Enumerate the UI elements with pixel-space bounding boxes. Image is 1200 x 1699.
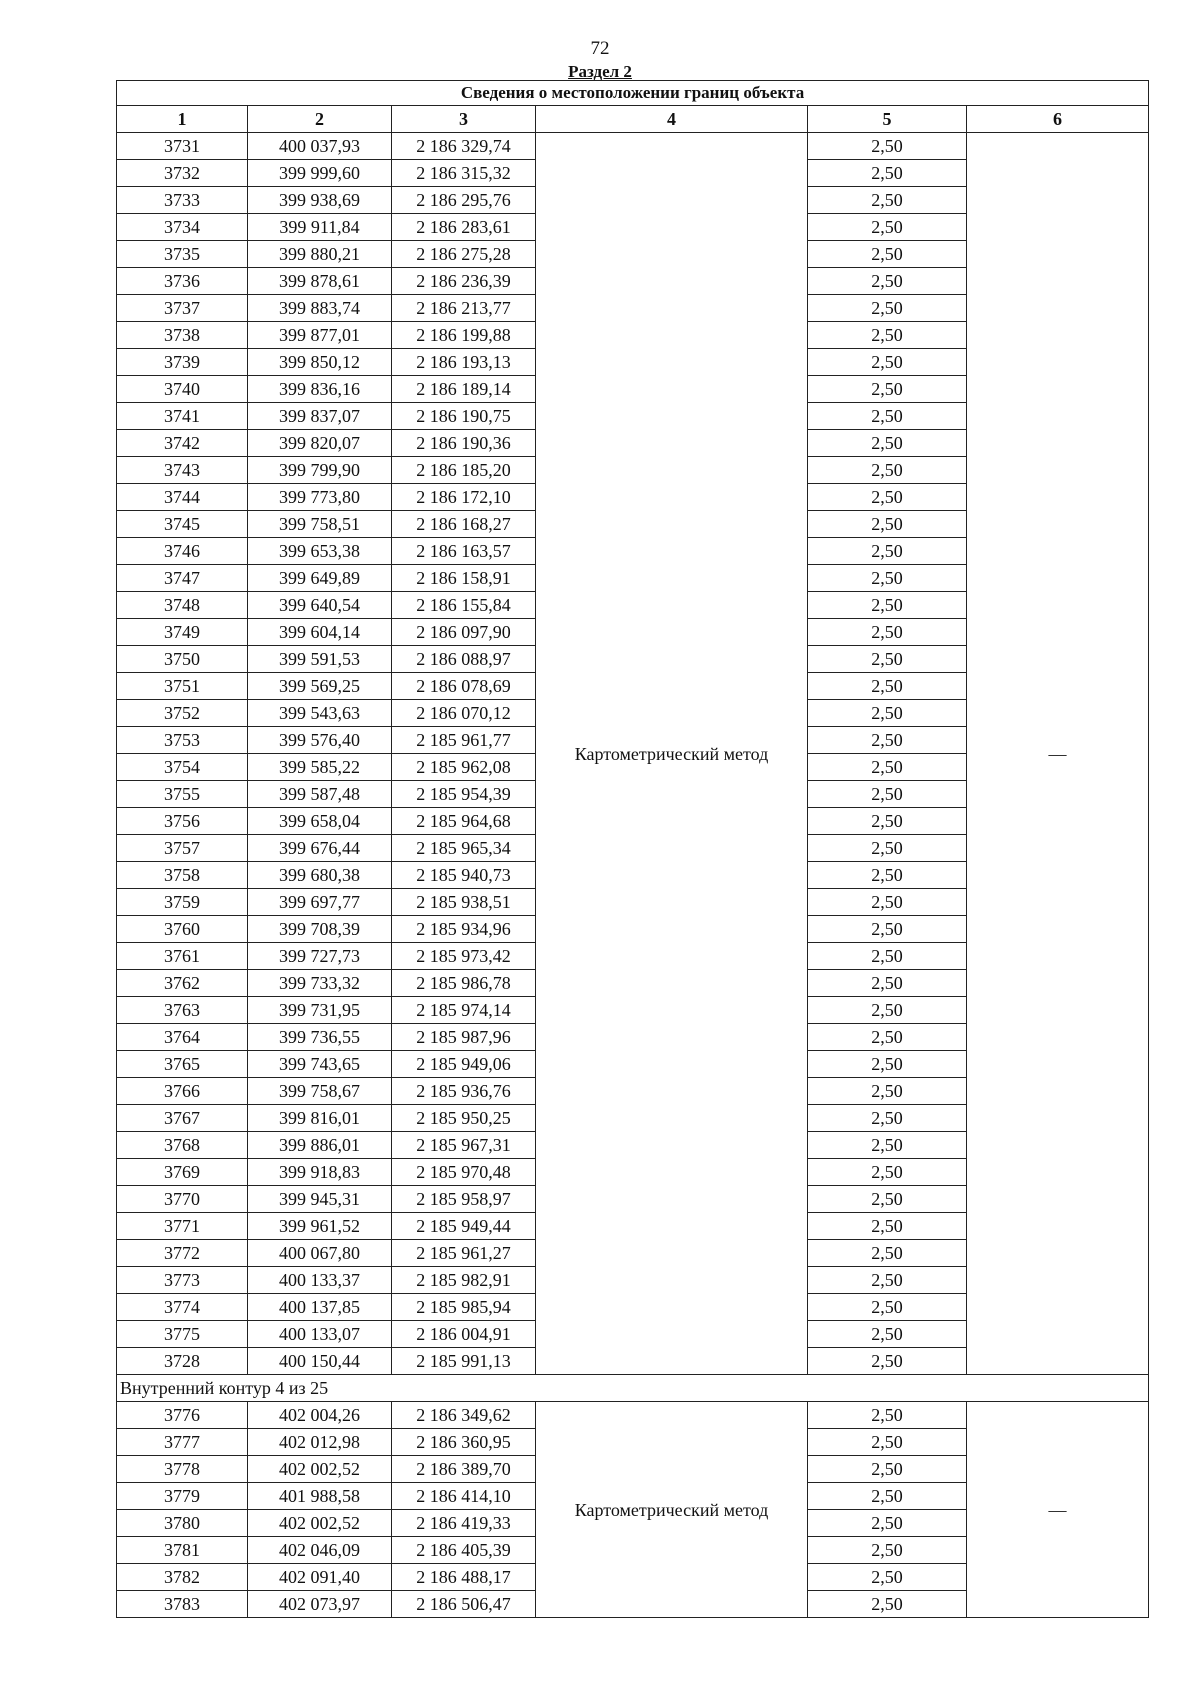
- coordinate-x-cell: 400 037,93: [248, 133, 392, 160]
- accuracy-cell: 2,50: [808, 997, 967, 1024]
- point-number-cell: 3744: [117, 484, 248, 511]
- point-number-cell: 3731: [117, 133, 248, 160]
- point-number-cell: 3769: [117, 1159, 248, 1186]
- note-cell: —: [967, 1402, 1149, 1618]
- coordinate-x-cell: 402 004,26: [248, 1402, 392, 1429]
- coordinate-y-cell: 2 186 199,88: [392, 322, 536, 349]
- accuracy-cell: 2,50: [808, 1240, 967, 1267]
- coordinate-y-cell: 2 185 962,08: [392, 754, 536, 781]
- point-number-cell: 3763: [117, 997, 248, 1024]
- accuracy-cell: 2,50: [808, 1510, 967, 1537]
- coordinate-x-cell: 399 799,90: [248, 457, 392, 484]
- coordinate-y-cell: 2 186 088,97: [392, 646, 536, 673]
- point-number-cell: 3776: [117, 1402, 248, 1429]
- accuracy-cell: 2,50: [808, 214, 967, 241]
- point-number-cell: 3745: [117, 511, 248, 538]
- accuracy-cell: 2,50: [808, 1429, 967, 1456]
- accuracy-cell: 2,50: [808, 889, 967, 916]
- coordinate-x-cell: 399 727,73: [248, 943, 392, 970]
- point-number-cell: 3738: [117, 322, 248, 349]
- accuracy-cell: 2,50: [808, 1402, 967, 1429]
- point-number-cell: 3739: [117, 349, 248, 376]
- coordinate-x-cell: 399 837,07: [248, 403, 392, 430]
- column-header: 6: [967, 106, 1149, 133]
- point-number-cell: 3733: [117, 187, 248, 214]
- accuracy-cell: 2,50: [808, 1159, 967, 1186]
- coordinate-x-cell: 399 653,38: [248, 538, 392, 565]
- point-number-cell: 3764: [117, 1024, 248, 1051]
- column-header: 4: [536, 106, 808, 133]
- point-number-cell: 3757: [117, 835, 248, 862]
- coordinate-y-cell: 2 185 965,34: [392, 835, 536, 862]
- point-number-cell: 3747: [117, 565, 248, 592]
- accuracy-cell: 2,50: [808, 1294, 967, 1321]
- point-number-cell: 3765: [117, 1051, 248, 1078]
- accuracy-cell: 2,50: [808, 943, 967, 970]
- point-number-cell: 3728: [117, 1348, 248, 1375]
- point-number-cell: 3753: [117, 727, 248, 754]
- point-number-cell: 3758: [117, 862, 248, 889]
- accuracy-cell: 2,50: [808, 1591, 967, 1618]
- accuracy-cell: 2,50: [808, 1078, 967, 1105]
- accuracy-cell: 2,50: [808, 1537, 967, 1564]
- coordinate-x-cell: 399 569,25: [248, 673, 392, 700]
- coordinate-y-cell: 2 185 974,14: [392, 997, 536, 1024]
- coordinate-y-cell: 2 185 934,96: [392, 916, 536, 943]
- coordinate-y-cell: 2 185 954,39: [392, 781, 536, 808]
- coordinate-y-cell: 2 186 419,33: [392, 1510, 536, 1537]
- accuracy-cell: 2,50: [808, 1105, 967, 1132]
- accuracy-cell: 2,50: [808, 133, 967, 160]
- page-number: 72: [590, 38, 610, 59]
- point-number-cell: 3772: [117, 1240, 248, 1267]
- coordinate-x-cell: 399 604,14: [248, 619, 392, 646]
- table-row: [117, 133, 1149, 160]
- point-number-cell: 3740: [117, 376, 248, 403]
- coordinate-y-cell: 2 186 389,70: [392, 1456, 536, 1483]
- accuracy-cell: 2,50: [808, 754, 967, 781]
- coordinate-y-cell: 2 186 172,10: [392, 484, 536, 511]
- accuracy-cell: 2,50: [808, 619, 967, 646]
- point-number-cell: 3770: [117, 1186, 248, 1213]
- coordinate-y-cell: 2 186 275,28: [392, 241, 536, 268]
- accuracy-cell: 2,50: [808, 1213, 967, 1240]
- coordinate-y-cell: 2 185 961,27: [392, 1240, 536, 1267]
- coordinate-x-cell: 400 133,37: [248, 1267, 392, 1294]
- accuracy-cell: 2,50: [808, 511, 967, 538]
- accuracy-cell: 2,50: [808, 565, 967, 592]
- coordinate-x-cell: 399 587,48: [248, 781, 392, 808]
- coordinate-x-cell: 399 658,04: [248, 808, 392, 835]
- coordinate-x-cell: 399 886,01: [248, 1132, 392, 1159]
- accuracy-cell: 2,50: [808, 457, 967, 484]
- point-number-cell: 3749: [117, 619, 248, 646]
- point-number-cell: 3780: [117, 1510, 248, 1537]
- coordinate-y-cell: 2 185 982,91: [392, 1267, 536, 1294]
- coordinate-x-cell: 399 880,21: [248, 241, 392, 268]
- accuracy-cell: 2,50: [808, 187, 967, 214]
- accuracy-cell: 2,50: [808, 1564, 967, 1591]
- accuracy-cell: 2,50: [808, 1186, 967, 1213]
- coordinate-y-cell: 2 185 949,06: [392, 1051, 536, 1078]
- accuracy-cell: 2,50: [808, 1051, 967, 1078]
- coordinate-y-cell: 2 186 189,14: [392, 376, 536, 403]
- coordinate-y-cell: 2 185 967,31: [392, 1132, 536, 1159]
- coordinate-x-cell: 399 820,07: [248, 430, 392, 457]
- coordinate-y-cell: 2 186 155,84: [392, 592, 536, 619]
- coordinate-x-cell: 399 878,61: [248, 268, 392, 295]
- coordinate-x-cell: 399 736,55: [248, 1024, 392, 1051]
- coordinate-x-cell: 399 883,74: [248, 295, 392, 322]
- coordinate-y-cell: 2 186 295,76: [392, 187, 536, 214]
- accuracy-cell: 2,50: [808, 430, 967, 457]
- point-number-cell: 3754: [117, 754, 248, 781]
- accuracy-cell: 2,50: [808, 1024, 967, 1051]
- coordinate-x-cell: 399 640,54: [248, 592, 392, 619]
- accuracy-cell: 2,50: [808, 1483, 967, 1510]
- coordinate-y-cell: 2 186 158,91: [392, 565, 536, 592]
- coordinate-x-cell: 402 091,40: [248, 1564, 392, 1591]
- accuracy-cell: 2,50: [808, 700, 967, 727]
- accuracy-cell: 2,50: [808, 403, 967, 430]
- point-number-cell: 3767: [117, 1105, 248, 1132]
- coordinate-x-cell: 399 999,60: [248, 160, 392, 187]
- accuracy-cell: 2,50: [808, 727, 967, 754]
- accuracy-cell: 2,50: [808, 862, 967, 889]
- coordinate-x-cell: 400 150,44: [248, 1348, 392, 1375]
- table-title: Сведения о местоположении границ объекта: [117, 81, 1149, 106]
- accuracy-cell: 2,50: [808, 673, 967, 700]
- coordinate-y-cell: 2 186 070,12: [392, 700, 536, 727]
- coordinate-x-cell: 399 836,16: [248, 376, 392, 403]
- point-number-cell: 3759: [117, 889, 248, 916]
- coordinate-y-cell: 2 186 236,39: [392, 268, 536, 295]
- accuracy-cell: 2,50: [808, 1348, 967, 1375]
- coordinate-y-cell: 2 186 349,62: [392, 1402, 536, 1429]
- coordinate-y-cell: 2 185 964,68: [392, 808, 536, 835]
- coordinate-x-cell: 399 649,89: [248, 565, 392, 592]
- coordinate-y-cell: 2 185 958,97: [392, 1186, 536, 1213]
- coordinate-y-cell: 2 186 213,77: [392, 295, 536, 322]
- coordinate-x-cell: 399 961,52: [248, 1213, 392, 1240]
- table-title-row: [117, 81, 1149, 106]
- method-cell: Картометрический метод: [536, 133, 808, 1375]
- section-title: Раздел 2: [568, 62, 632, 81]
- coordinate-y-cell: 2 185 940,73: [392, 862, 536, 889]
- column-header: 1: [117, 106, 248, 133]
- accuracy-cell: 2,50: [808, 1321, 967, 1348]
- coordinate-y-cell: 2 185 936,76: [392, 1078, 536, 1105]
- accuracy-cell: 2,50: [808, 241, 967, 268]
- coordinate-x-cell: 399 543,63: [248, 700, 392, 727]
- coordinate-x-cell: 399 697,77: [248, 889, 392, 916]
- point-number-cell: 3755: [117, 781, 248, 808]
- column-header: 2: [248, 106, 392, 133]
- point-number-cell: 3746: [117, 538, 248, 565]
- point-number-cell: 3771: [117, 1213, 248, 1240]
- coordinate-x-cell: 400 137,85: [248, 1294, 392, 1321]
- coordinate-x-cell: 401 988,58: [248, 1483, 392, 1510]
- coordinate-x-cell: 402 002,52: [248, 1510, 392, 1537]
- accuracy-cell: 2,50: [808, 295, 967, 322]
- coordinate-y-cell: 2 185 950,25: [392, 1105, 536, 1132]
- coordinate-x-cell: 402 002,52: [248, 1456, 392, 1483]
- point-number-cell: 3741: [117, 403, 248, 430]
- contour-title-row: [117, 1375, 1149, 1402]
- coordinate-y-cell: 2 186 004,91: [392, 1321, 536, 1348]
- accuracy-cell: 2,50: [808, 1132, 967, 1159]
- accuracy-cell: 2,50: [808, 1267, 967, 1294]
- coordinate-x-cell: 399 945,31: [248, 1186, 392, 1213]
- point-number-cell: 3752: [117, 700, 248, 727]
- coordinate-x-cell: 399 938,69: [248, 187, 392, 214]
- point-number-cell: 3748: [117, 592, 248, 619]
- coordinate-x-cell: 399 743,65: [248, 1051, 392, 1078]
- coordinate-x-cell: 399 680,38: [248, 862, 392, 889]
- point-number-cell: 3775: [117, 1321, 248, 1348]
- coordinate-x-cell: 399 918,83: [248, 1159, 392, 1186]
- point-number-cell: 3782: [117, 1564, 248, 1591]
- coordinate-x-cell: 399 758,67: [248, 1078, 392, 1105]
- coordinate-y-cell: 2 185 938,51: [392, 889, 536, 916]
- coordinate-x-cell: 399 576,40: [248, 727, 392, 754]
- coordinate-y-cell: 2 186 506,47: [392, 1591, 536, 1618]
- coordinate-x-cell: 402 046,09: [248, 1537, 392, 1564]
- point-number-cell: 3735: [117, 241, 248, 268]
- accuracy-cell: 2,50: [808, 376, 967, 403]
- coordinate-y-cell: 2 186 315,32: [392, 160, 536, 187]
- coordinate-x-cell: 399 850,12: [248, 349, 392, 376]
- coordinate-y-cell: 2 186 329,74: [392, 133, 536, 160]
- coordinate-x-cell: 399 708,39: [248, 916, 392, 943]
- accuracy-cell: 2,50: [808, 322, 967, 349]
- point-number-cell: 3734: [117, 214, 248, 241]
- table-row: [117, 1402, 1149, 1429]
- coordinate-x-cell: 399 591,53: [248, 646, 392, 673]
- accuracy-cell: 2,50: [808, 970, 967, 997]
- coordinate-x-cell: 399 877,01: [248, 322, 392, 349]
- point-number-cell: 3737: [117, 295, 248, 322]
- accuracy-cell: 2,50: [808, 484, 967, 511]
- coordinate-y-cell: 2 185 949,44: [392, 1213, 536, 1240]
- coordinate-y-cell: 2 185 987,96: [392, 1024, 536, 1051]
- coordinate-y-cell: 2 186 405,39: [392, 1537, 536, 1564]
- coordinate-x-cell: 399 758,51: [248, 511, 392, 538]
- coordinate-y-cell: 2 186 190,75: [392, 403, 536, 430]
- coordinate-y-cell: 2 186 414,10: [392, 1483, 536, 1510]
- point-number-cell: 3750: [117, 646, 248, 673]
- boundary-table: [116, 80, 1149, 1618]
- accuracy-cell: 2,50: [808, 268, 967, 295]
- coordinate-y-cell: 2 186 193,13: [392, 349, 536, 376]
- accuracy-cell: 2,50: [808, 592, 967, 619]
- coordinate-x-cell: 399 911,84: [248, 214, 392, 241]
- coordinate-x-cell: 399 731,95: [248, 997, 392, 1024]
- point-number-cell: 3742: [117, 430, 248, 457]
- coordinate-y-cell: 2 186 185,20: [392, 457, 536, 484]
- point-number-cell: 3743: [117, 457, 248, 484]
- coordinate-y-cell: 2 186 488,17: [392, 1564, 536, 1591]
- column-header: 5: [808, 106, 967, 133]
- coordinate-x-cell: 399 816,01: [248, 1105, 392, 1132]
- accuracy-cell: 2,50: [808, 538, 967, 565]
- point-number-cell: 3773: [117, 1267, 248, 1294]
- point-number-cell: 3736: [117, 268, 248, 295]
- column-header: 3: [392, 106, 536, 133]
- point-number-cell: 3774: [117, 1294, 248, 1321]
- coordinate-y-cell: 2 185 973,42: [392, 943, 536, 970]
- coordinate-y-cell: 2 185 991,13: [392, 1348, 536, 1375]
- point-number-cell: 3768: [117, 1132, 248, 1159]
- point-number-cell: 3779: [117, 1483, 248, 1510]
- point-number-cell: 3751: [117, 673, 248, 700]
- coordinate-x-cell: 399 733,32: [248, 970, 392, 997]
- accuracy-cell: 2,50: [808, 1456, 967, 1483]
- point-number-cell: 3761: [117, 943, 248, 970]
- accuracy-cell: 2,50: [808, 160, 967, 187]
- coordinate-x-cell: 399 585,22: [248, 754, 392, 781]
- column-number-row: [117, 106, 1149, 133]
- coordinate-y-cell: 2 185 985,94: [392, 1294, 536, 1321]
- coordinate-y-cell: 2 185 961,77: [392, 727, 536, 754]
- point-number-cell: 3778: [117, 1456, 248, 1483]
- coordinate-y-cell: 2 186 168,27: [392, 511, 536, 538]
- coordinate-x-cell: 399 773,80: [248, 484, 392, 511]
- coordinate-y-cell: 2 185 986,78: [392, 970, 536, 997]
- coordinate-y-cell: 2 186 360,95: [392, 1429, 536, 1456]
- point-number-cell: 3766: [117, 1078, 248, 1105]
- coordinate-x-cell: 400 133,07: [248, 1321, 392, 1348]
- accuracy-cell: 2,50: [808, 835, 967, 862]
- point-number-cell: 3781: [117, 1537, 248, 1564]
- point-number-cell: 3762: [117, 970, 248, 997]
- method-cell: Картометрический метод: [536, 1402, 808, 1618]
- coordinate-x-cell: 402 012,98: [248, 1429, 392, 1456]
- point-number-cell: 3783: [117, 1591, 248, 1618]
- contour-title: Внутренний контур 4 из 25: [117, 1375, 1149, 1402]
- coordinate-x-cell: 399 676,44: [248, 835, 392, 862]
- coordinate-y-cell: 2 186 163,57: [392, 538, 536, 565]
- coordinate-x-cell: 402 073,97: [248, 1591, 392, 1618]
- point-number-cell: 3777: [117, 1429, 248, 1456]
- point-number-cell: 3760: [117, 916, 248, 943]
- table-body: [117, 133, 1149, 1618]
- coordinate-y-cell: 2 186 190,36: [392, 430, 536, 457]
- accuracy-cell: 2,50: [808, 646, 967, 673]
- accuracy-cell: 2,50: [808, 808, 967, 835]
- accuracy-cell: 2,50: [808, 349, 967, 376]
- coordinate-y-cell: 2 186 078,69: [392, 673, 536, 700]
- point-number-cell: 3756: [117, 808, 248, 835]
- accuracy-cell: 2,50: [808, 916, 967, 943]
- point-number-cell: 3732: [117, 160, 248, 187]
- accuracy-cell: 2,50: [808, 781, 967, 808]
- coordinate-x-cell: 400 067,80: [248, 1240, 392, 1267]
- note-cell: —: [967, 133, 1149, 1375]
- coordinate-y-cell: 2 186 283,61: [392, 214, 536, 241]
- coordinate-y-cell: 2 185 970,48: [392, 1159, 536, 1186]
- coordinate-y-cell: 2 186 097,90: [392, 619, 536, 646]
